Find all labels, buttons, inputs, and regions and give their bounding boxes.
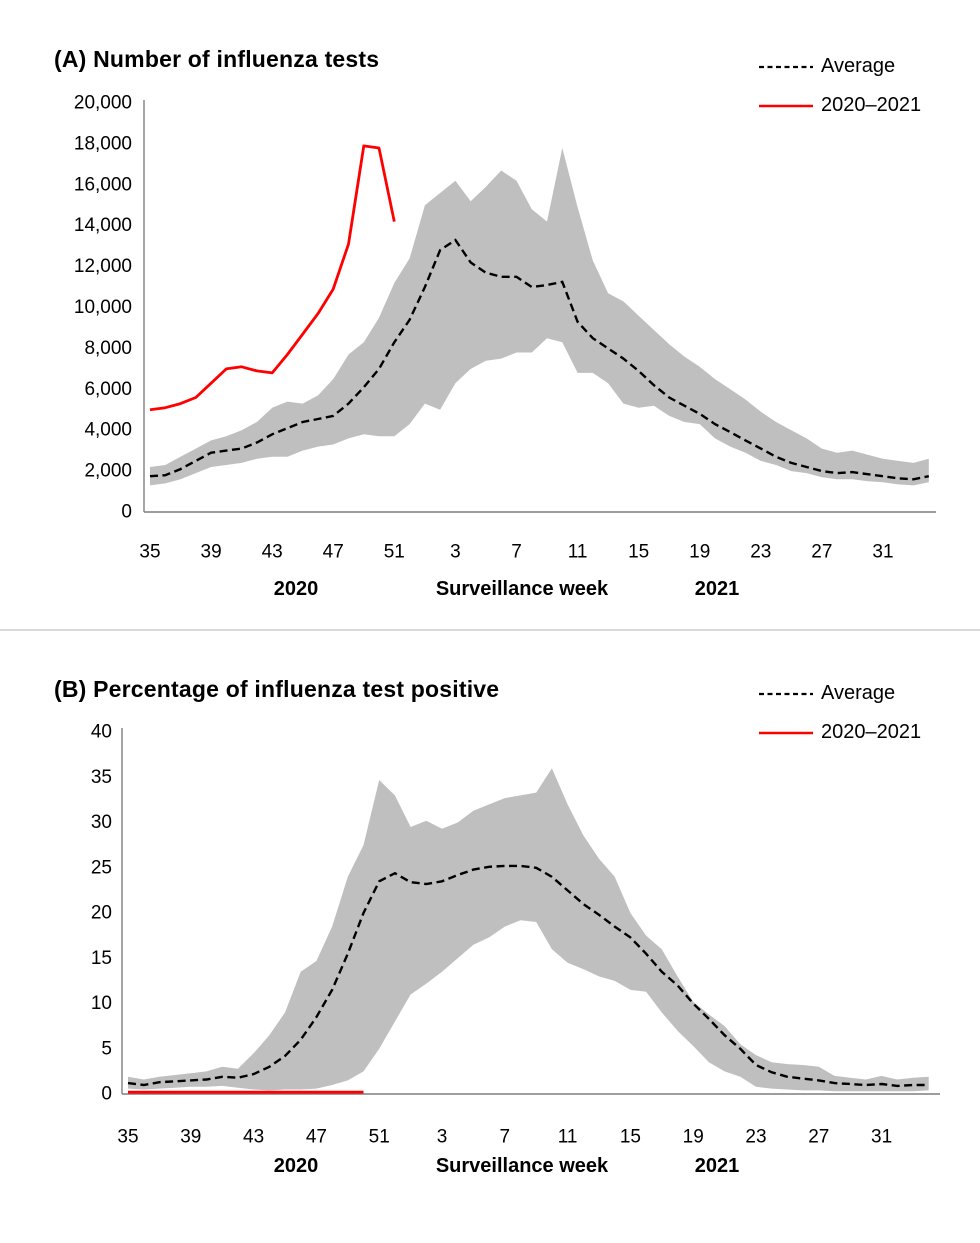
x-tick-label: 35 — [117, 1126, 139, 1148]
y-tick-label: 40 — [90, 721, 112, 743]
y-tick-label: 30 — [90, 812, 112, 833]
season-line-swatch-icon — [758, 730, 814, 736]
legend-a — [758, 55, 921, 117]
x-tick-label: 31 — [871, 1126, 893, 1148]
x-tick-label: 51 — [383, 541, 405, 563]
x-tick-label: 7 — [511, 541, 522, 563]
x-tick-label: 23 — [745, 1126, 767, 1148]
y-tick-label: 10 — [90, 993, 112, 1014]
panel-a-title: (A) Number of influenza tests — [54, 46, 380, 72]
y-tick-label: 25 — [90, 857, 112, 879]
y-tick-label: 4,000 — [84, 419, 132, 441]
average-line-swatch-icon — [758, 691, 814, 697]
legend-b — [758, 682, 921, 744]
y-tick-label: 5 — [101, 1038, 112, 1060]
legend-season-row — [758, 721, 921, 744]
y-tick-label: 16,000 — [73, 174, 132, 196]
legend-season-label: 2020–2021 — [821, 94, 922, 116]
x-tick-label: 27 — [811, 541, 833, 563]
x-tick-label: 19 — [689, 541, 711, 563]
x-tick-label: 7 — [499, 1126, 511, 1148]
range-band-A — [150, 148, 929, 485]
x-tick-label: 47 — [305, 1126, 327, 1148]
y-tick-label: 35 — [90, 766, 112, 788]
x-tick-label: 19 — [682, 1126, 704, 1148]
xaxis-year-2021: 2021 — [694, 1155, 740, 1177]
season-line-swatch-icon — [758, 103, 814, 109]
x-tick-label: 3 — [436, 1126, 448, 1148]
x-tick-label: 11 — [557, 1126, 578, 1148]
x-tick-label: 31 — [872, 541, 894, 563]
legend-season-row — [758, 94, 921, 117]
x-tick-label: 43 — [261, 541, 283, 563]
x-tick-label: 39 — [180, 1126, 202, 1148]
xaxis-year-2020: 2020 — [273, 578, 319, 600]
panel-divider — [0, 629, 980, 631]
y-tick-label: 0 — [101, 1083, 112, 1105]
x-tick-label: 39 — [200, 541, 222, 563]
x-tick-label: 15 — [628, 541, 650, 563]
y-tick-label: 20,000 — [73, 92, 132, 114]
x-tick-label: 47 — [322, 541, 344, 563]
y-tick-label: 0 — [121, 501, 132, 523]
legend-average-row — [758, 55, 921, 78]
xaxis-year-2021: 2021 — [694, 578, 740, 600]
x-tick-label: 43 — [243, 1126, 265, 1148]
y-tick-label: 6,000 — [84, 378, 132, 400]
x-tick-label: 23 — [750, 541, 772, 563]
x-tick-label: 27 — [808, 1126, 830, 1148]
y-tick-label: 2,000 — [84, 460, 132, 482]
x-tick-label: 51 — [368, 1126, 390, 1148]
x-tick-label: 35 — [139, 541, 161, 563]
xaxis-year-2020: 2020 — [273, 1155, 319, 1177]
xaxis-title: Surveillance week — [435, 578, 609, 600]
y-tick-label: 18,000 — [73, 133, 132, 155]
y-tick-label: 10,000 — [73, 297, 132, 318]
x-tick-label: 15 — [619, 1126, 641, 1148]
x-tick-label: 3 — [450, 541, 461, 563]
legend-average-label: Average — [821, 55, 896, 77]
y-tick-label: 14,000 — [73, 215, 132, 237]
legend-season-label: 2020–2021 — [821, 721, 922, 743]
y-tick-label: 8,000 — [84, 337, 132, 359]
xaxis-title: Surveillance week — [435, 1155, 609, 1177]
range-band-B — [128, 768, 929, 1091]
legend-average-label: Average — [821, 682, 896, 704]
average-line-swatch-icon — [758, 64, 814, 70]
y-tick-label: 15 — [90, 947, 112, 969]
panel-b-title: (B) Percentage of influenza test positive — [54, 676, 500, 702]
x-tick-label: 11 — [567, 541, 588, 563]
legend-average-row — [758, 682, 921, 705]
y-tick-label: 20 — [90, 902, 112, 924]
y-tick-label: 12,000 — [73, 256, 132, 278]
